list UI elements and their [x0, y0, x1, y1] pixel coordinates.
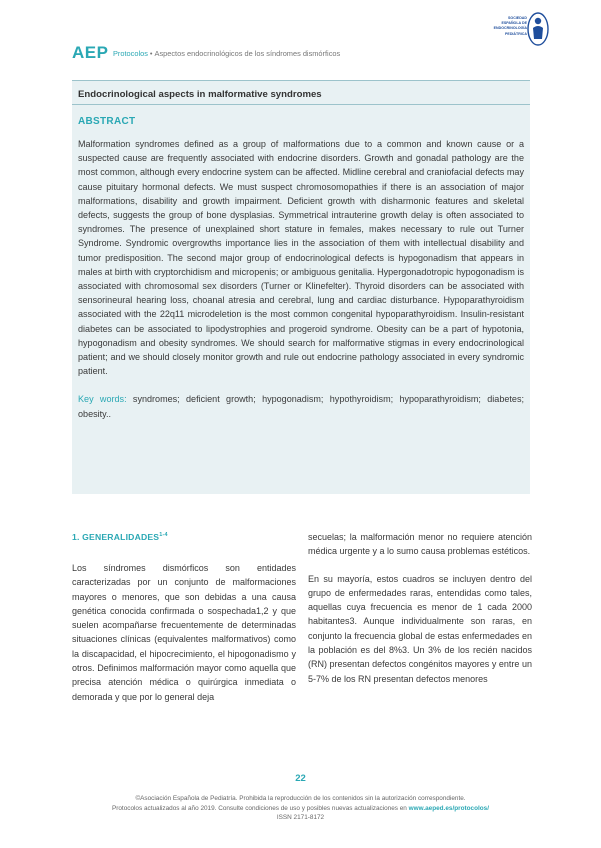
heading-references: 1-4	[159, 532, 168, 539]
abstract-heading: ABSTRACT	[78, 116, 136, 127]
body-columns	[72, 530, 532, 765]
protocols-link[interactable]: www.aeped.es/protocolos/	[408, 804, 490, 812]
series-name: Protocolos	[113, 49, 148, 58]
section-heading: 1. GENERALIDADES$^{1-4}$	[72, 532, 168, 542]
footer	[0, 794, 601, 823]
box-top-rule	[72, 80, 530, 81]
aep-logo: AEP	[72, 43, 109, 62]
abstract-body: Malformation syndromes defined as a group of malformations due to a common and known cause or a suspected cause are frequently associated with endocrine disorders. Growth and gonadal pathology are the most common, although every endocrine system can be affected. Midline cerebral and craniofacial defects may cause pituitary hormonal defects. We must suspect chromosomopathies if there is an association of major malformations, disability and growth impairment. Deficient growth with disharmonic features and skeletal defects, suggests the group of bone dysplasias. Symmetrical intrauterine growth delay is often associated to syndromes. The presence of unexplained short stature in females, makes necessary to rule out Turner Syndrome. Syndromic overgrowths importance lies in the association of them with intellectual disability and tumor predisposition. The second major group of endocrinological defects is hypogonadism that appears in males at birth with cryptorchidism and micropenis; or ambiguous genitalia. Hypergonadotropic hypogonadism is associated with chromosomal sex disorders (Turner or Klinefelter). Thyroid disorders can be associated with sensorineural hearing loss, choanal atresia and cerebral, lung and cardiac disturbance. Hypoparathyroidism associated with the 22q11 microdeletion is the most common congenital hypoparathyroidism. Insulin-resistant diabetes can be associated to lipodystrophies and progeroid syndrome. Obesity can be a part of hypotonia, hypogonadism and obesity syndromes. We should search for malformative stigmas in every endocrinological patient; and we should closely monitor growth and rule out endocrine pathology associated in every syndromic patient.	[78, 139, 524, 377]
title-divider	[72, 104, 530, 105]
right-column	[308, 530, 532, 686]
keywords-list: syndromes; deficient growth; hypogonadism; hypothyroidism; hypoparathyroidism; diabetes; obesity..	[78, 394, 524, 419]
keywords	[78, 392, 524, 420]
left-paragraph: Los síndromes dismórficos son entidades caracterizadas por un conjunto de malformaciones mayores o menores, que son debidas a una causa genética conocida confirmada o sospechada1,2 y que suelen acompañarse frecuentemente de determinadas situaciones clínicas (equivalentes malformativos) como la discapacidad, el hipocrecimiento, el hipogonadismo y otros. Definimos malformación mayor como aquella que precisa atención médica o quirúrgica inmediata o demorada y que por lo general deja	[72, 563, 296, 702]
seal-text: SOCIEDAD ESPAÑOLA DE ENDOCRINOLOGÍA PEDIÁTRICA	[493, 16, 527, 36]
separator: •	[149, 49, 153, 58]
seal-figure-icon	[527, 12, 549, 46]
society-seal-logo	[489, 12, 549, 52]
update-line: Protocolos actualizados al año 2019. Consulte condiciones de uso y posibles nuevas actualizaciones en www.aeped.es/protocolos/	[111, 804, 490, 812]
running-title-line	[113, 49, 340, 58]
left-column	[72, 530, 296, 704]
copyright-line: ©Asociación Española de Pediatría. Prohibida la reproducción de los contenidos sin la autorización correspondiente.	[135, 795, 466, 802]
keywords-label: Key words:	[78, 394, 127, 405]
right-paragraph-2: En su mayoría, estos cuadros se incluyen dentro del grupo de enfermedades raras, entendidas como tales, aquellas cuya frecuencia es menor de 1 cada 2000 habitantes3. Aunque individualmente son raras, en conjunto la frecuencia global de estas enfermedades en la población es del 8%3. Un 3% de los recién nacidos (RN) presentan defectos congénitos mayores y entre un 5-7% de los RN presentan defectos menores	[308, 573, 532, 684]
issn-line: ISSN 2171-8172	[276, 814, 325, 822]
right-paragraph-1: secuelas; la malformación menor no requiere atención médica urgente y a lo sumo causa problemas estéticos.	[308, 532, 532, 557]
running-header	[72, 40, 532, 64]
paper-title: Endocrinological aspects in malformative syndromes	[78, 89, 322, 100]
running-title: Aspectos endocrinológicos de los síndromes dismórficos	[154, 49, 341, 58]
page-number: 22	[295, 773, 306, 784]
abstract-box	[72, 80, 530, 494]
